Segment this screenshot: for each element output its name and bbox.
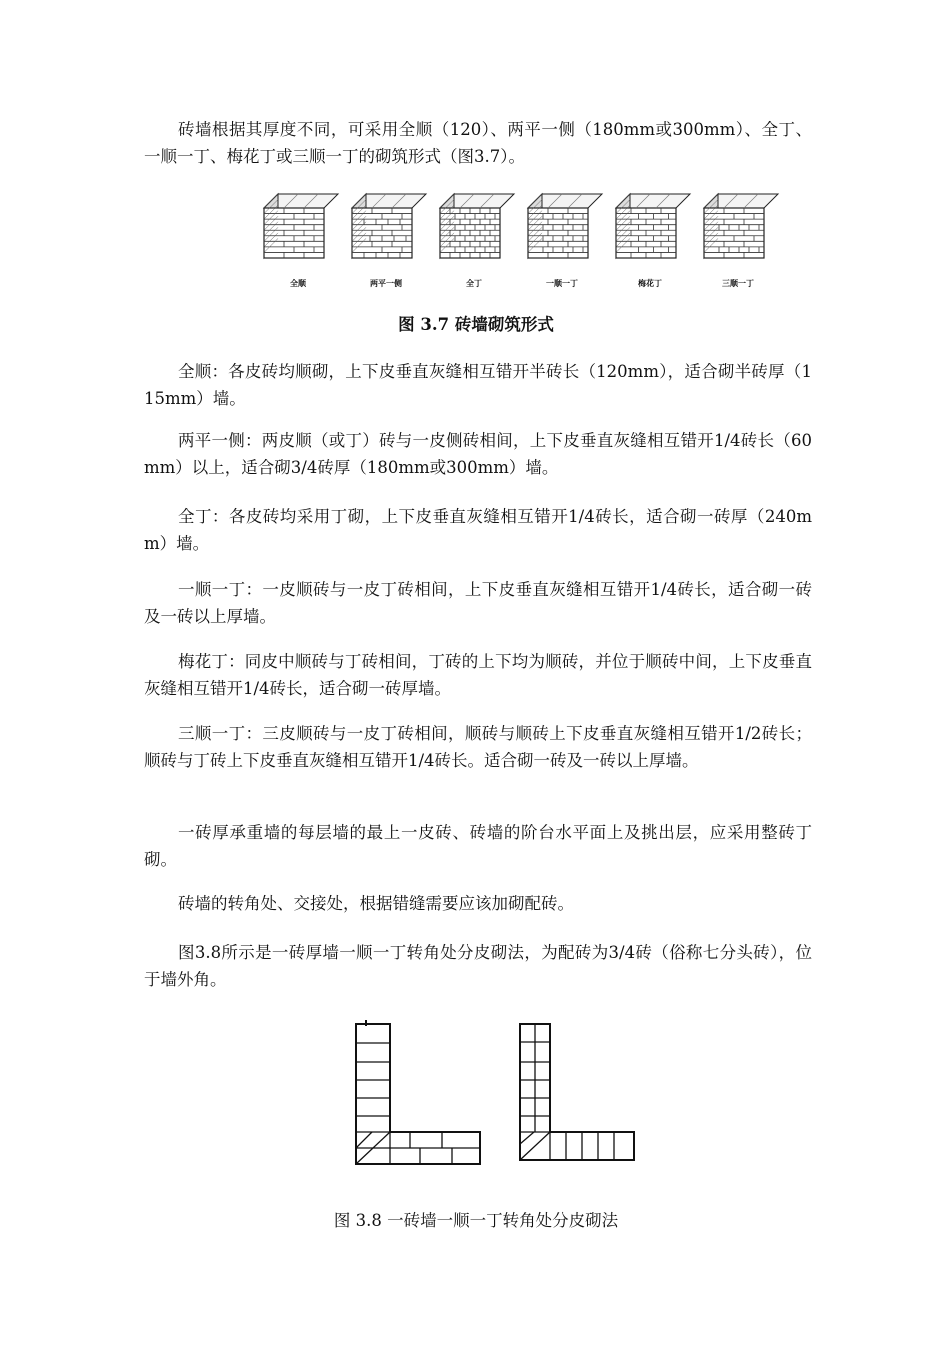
brick-wall-sketch xyxy=(264,194,338,288)
paragraph-top-course-rule: 一砖厚承重墙的每层墙的最上一皮砖、砖墙的阶台水平面上及挑出层，应采用整砖丁砌。 xyxy=(144,823,812,869)
brick-wall-sketch xyxy=(528,194,602,288)
wall-type-label: 全顺 xyxy=(290,279,306,288)
figure-3-8-caption: 图 3.8 一砖墙一顺一丁转角处分皮砌法 xyxy=(333,1211,619,1230)
wall-type-label: 梅花丁 xyxy=(638,279,662,288)
corner-left-stretcher-header xyxy=(356,1020,480,1164)
brick-wall-sketch xyxy=(352,194,426,288)
paragraph-quanding: 全丁：各皮砖均采用丁砌，上下皮垂直灰缝相互错开1/4砖长，适合砌一砖厚（240mm）墙。 xyxy=(144,507,812,553)
figure-3-8-corner-bond-drawing xyxy=(348,1018,648,1170)
brick-wall-sketch xyxy=(616,194,690,288)
brick-wall-sketch xyxy=(440,194,514,288)
paragraph-liangping-yice: 两平一侧：两皮顺（或丁）砖与一皮侧砖相间，上下皮垂直灰缝相互错开1/4砖长（60mm）以上，适合砌3/4砖厚（180mm或300mm）墙。 xyxy=(144,431,812,477)
wall-type-label: 一顺一丁 xyxy=(546,279,578,288)
brick-wall-sketch xyxy=(704,194,778,288)
figure-3-7-brick-bond-illustration xyxy=(258,186,794,292)
paragraph-quanshun: 全顺：各皮砖均顺砌，上下皮垂直灰缝相互错开半砖长（120mm），适合砌半砖厚（115mm）墙。 xyxy=(144,362,812,408)
paragraph-corner-bricks: 砖墙的转角处、交接处，根据错缝需要应该加砌配砖。 xyxy=(178,894,574,913)
corner-right-header-stretcher xyxy=(520,1024,634,1160)
wall-type-label: 三顺一丁 xyxy=(722,279,754,288)
figure-3-7-caption: 图 3.7 砖墙砌筑形式 xyxy=(398,315,554,334)
paragraph-figure-3-8-description: 图3.8所示是一砖厚墙一顺一丁转角处分皮砌法，为配砖为3/4砖（俗称七分头砖），位于墙外角。 xyxy=(144,943,812,989)
paragraph-yishun-yiding: 一顺一丁：一皮顺砖与一皮丁砖相间，上下皮垂直灰缝相互错开1/4砖长，适合砌一砖及一砖以上厚墙。 xyxy=(144,580,812,626)
paragraph-meihuading: 梅花丁：同皮中顺砖与丁砖相间，丁砖的上下均为顺砖，并位于顺砖中间，上下皮垂直灰缝相互错开1/4砖长，适合砌一砖厚墙。 xyxy=(144,652,812,698)
intro-paragraph: 砖墙根据其厚度不同，可采用全顺（120）、两平一侧（180mm或300mm）、全丁、一顺一丁、梅花丁或三顺一丁的砌筑形式（图3.7）。 xyxy=(144,120,812,166)
paragraph-sanshun-yiding: 三顺一丁：三皮顺砖与一皮丁砖相间，顺砖与顺砖上下皮垂直灰缝相互错开1/2砖长；顺砖与丁砖上下皮垂直灰缝相互错开1/4砖长。适合砌一砖及一砖以上厚墙。 xyxy=(144,724,812,770)
wall-type-label: 两平一侧 xyxy=(370,279,402,288)
wall-type-label: 全丁 xyxy=(466,279,482,288)
